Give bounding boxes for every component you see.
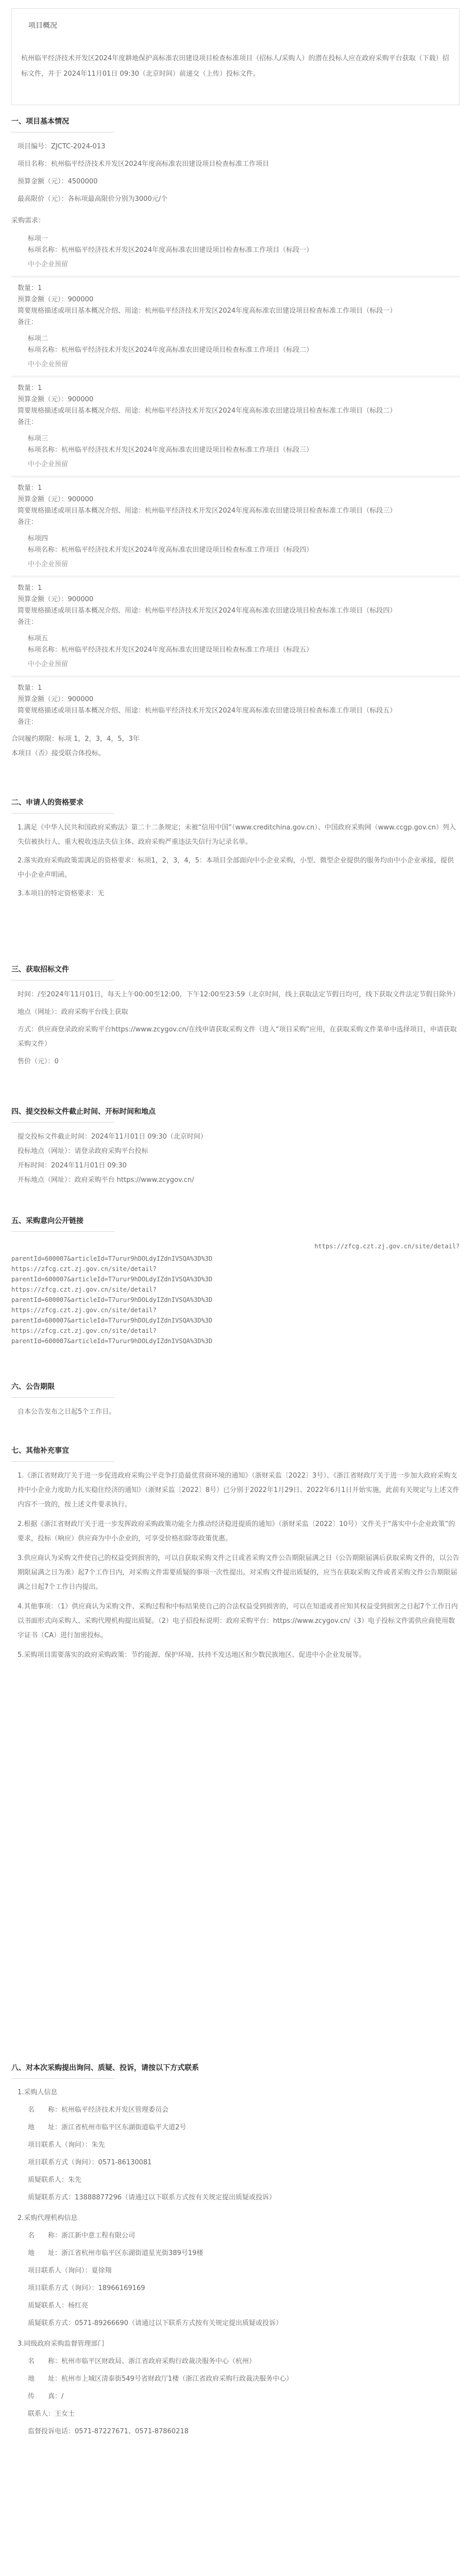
- lot-divider: [11, 476, 460, 478]
- lot-remark: 备注：: [18, 318, 38, 326]
- lot-qty: 数量：1: [18, 584, 42, 592]
- other-matter-paragraph: 2.根据《浙江省财政厅关于进一步发挥政府采购政策功能全力推动经济稳进提质的通知》（浙财采监〔2022〕10号）文件关于“落实中小企业政策”的要求，投标（响应）供应商为中小企业的，可享受价格扣除等政策优惠。: [18, 1520, 455, 1543]
- field-value: 杭州临平经济技术开发区2024年度高标准农田建设项目检查标准工作项目: [51, 160, 270, 168]
- lot-remark: 备注：: [18, 718, 38, 726]
- contact-row: 质疑联系方式：0571-89266690（请通过以下联系方式按有关规定提出质疑或投诉）: [28, 2319, 282, 2327]
- lot-title: 标项名称：杭州临平经济技术开发区2024年度高标准农田建设项目检查标准工作项目（标段一）: [28, 246, 313, 254]
- section-other-matters: [11, 1446, 460, 1663]
- basic-field: [11, 192, 460, 207]
- contact-row: 监督投诉电话：0571-87227671、0571-87860218: [28, 2428, 189, 2435]
- section-contacts: [11, 2063, 460, 2438]
- lot-sme: 中小企业预留: [28, 660, 69, 668]
- doc-time: 时间：/至2024年11月01日，每天上午00:00至12:00，下午12:00至23:59（北京时间，线上获取法定节假日均可，线下获取文件法定节假日除外）: [18, 991, 460, 998]
- section-heading: 四、提交投标文件截止时间、开标时间和地点: [11, 1108, 156, 1116]
- contact-row: 项目联系方式（询问）：18966169169: [28, 2284, 145, 2292]
- qualification-item: 2.落实政府采购政策需满足的资格要求：标项1，2，3，4，5：本项目全部面向中小企业采购，小型、微型企业提供的服务均由中小企业承接，提供中小企业声明函。: [18, 857, 454, 879]
- lot-remark: 备注：: [18, 418, 38, 426]
- field-label: 最高限价（元）：: [18, 195, 68, 203]
- lot-divider: [11, 276, 460, 278]
- contact-row: 项目联系人（询问）：夏徐翔: [28, 2267, 112, 2275]
- other-matters-list: [11, 1469, 460, 1663]
- deadline-text: 提交投标文件截止时间：2024年11月01日 09:30（北京时间）: [18, 1133, 207, 1141]
- lots-list: [11, 233, 460, 728]
- lot-name: 标项一: [28, 235, 48, 243]
- lot-remark: 备注：: [18, 518, 38, 526]
- intent-link[interactable]: https://zfcg.czt.zj.gov.cn/site/detail?: [11, 1286, 157, 1293]
- open-place: 开标地点（网址）：政府采购平台 https://www.zcygov.cn/: [18, 1176, 194, 1184]
- lot-divider: [11, 376, 460, 378]
- lot-title: 标项名称：杭州临平经济技术开发区2024年度高标准农田建设项目检查标准工作项目（标段五）: [28, 646, 313, 654]
- purchase-need-label: 采购需求：: [11, 217, 45, 225]
- lot-block: [11, 333, 460, 428]
- section-intent-links: [11, 1216, 460, 1346]
- lot-name: 标项四: [28, 535, 48, 543]
- intent-link[interactable]: https://zfcg.czt.zj.gov.cn/site/detail?: [11, 1265, 157, 1273]
- contact-row: 项目联系人（询问）：朱先: [28, 2141, 105, 2149]
- intent-link[interactable]: parentId=600007&articleId=T7urur9hDOLdyIZdnIVSQA%3D%3D: [11, 1317, 213, 1324]
- contact-row: 地 址：浙江省杭州市临平区东湖街道星光街389号19楼: [28, 2249, 204, 2257]
- heading-divider: [11, 1122, 114, 1123]
- doc-place: 地点（网址）：政府采购平台线上获取: [18, 1008, 128, 1016]
- field-label: 预算金额（元）：: [18, 178, 68, 185]
- contact-group: [11, 2212, 460, 2330]
- section-deadline: [11, 1107, 460, 1188]
- intent-link[interactable]: parentId=600007&articleId=T7urur9hDOLdyIZdnIVSQA%3D%3D: [11, 1276, 213, 1283]
- doc-price: 售价（元）：0: [18, 1058, 59, 1065]
- field-value: 4500000: [68, 178, 98, 185]
- lot-block: [11, 533, 460, 628]
- contact-group: [11, 2337, 460, 2438]
- contract-limit: 合同履约期限：标项 1，2，3，4，5，3年: [11, 735, 140, 743]
- contact-group-title: 2.采购代理机构信息: [18, 2214, 78, 2222]
- contact-row: 地 址：杭州市上城区清泰街549号省财政厅1楼（浙江省政府采购行政裁决服务中心）: [28, 2375, 293, 2383]
- submit-place: 投标地点（网址）：请登录政府采购平台投标: [18, 1147, 148, 1155]
- lot-title: 标项名称：杭州临平经济技术开发区2024年度高标准农田建设项目检查标准工作项目（标段四）: [28, 546, 313, 554]
- other-matter-paragraph: 3.供应商认为采购文件使自己的权益受到损害的，可以自获取采购文件之日或者采购文件公告期限届满之日（公告期限届满后获取采购文件的，以公告期限届满之日为准）起7个工作日内，对采购文件需要质疑的事项一次性提出。对采购文件提出质疑的，应当在获取采购文件或者采购文件公告期限届满之日起7个工作日内提出。: [18, 1554, 460, 1591]
- section-notice-period: [11, 1382, 460, 1419]
- lot-qty: 数量：1: [18, 284, 42, 292]
- contact-row: 项目联系方式（询问）：0571-86130081: [28, 2159, 152, 2166]
- lot-qty: 数量：1: [18, 484, 42, 492]
- lot-desc: 简要规格描述或项目基本概况介绍、用途：杭州临平经济技术开发区2024年度高标准农田建设项目检查标准工作项目（标段二）: [18, 407, 397, 415]
- section-qualification: [11, 798, 460, 901]
- field-value: ZJCTC-2024-013: [51, 143, 106, 150]
- other-matter-paragraph: 4.其他事项：（1）供应商认为采购文件、采购过程和中标结果使自己的合法权益受到损害的，可以在知道或者应知其权益受到损害之日起7个工作日内以书面形式向采购人、采购代理机构提出质疑。（2）电子招投标说明：政府采购平台：https://www.zcygov.cn/（3）电子投标文件需供应商使用数字证书（CA）进行加密投标。: [18, 1603, 458, 1639]
- intent-link[interactable]: parentId=600007&articleId=T7urur9hDOLdyIZdnIVSQA%3D%3D: [11, 1337, 213, 1345]
- lot-title: 标项名称：杭州临平经济技术开发区2024年度高标准农田建设项目检查标准工作项目（标段二）: [28, 346, 313, 354]
- heading-divider: [11, 1231, 114, 1232]
- lot-remark: 备注：: [18, 618, 38, 626]
- lot-budget: 预算金额（元）：900000: [18, 396, 94, 403]
- lot-name: 标项五: [28, 635, 48, 642]
- heading-divider: [11, 1397, 114, 1398]
- contact-row: 质疑联系人：朱先: [28, 2176, 82, 2184]
- contact-row: 传 真：/: [28, 2393, 64, 2400]
- lot-name: 标项三: [28, 435, 48, 443]
- section-heading: 五、采购意向公开链接: [11, 1217, 83, 1225]
- qualification-item: 3.本项目的特定资格要求：无: [18, 890, 105, 897]
- field-label: 项目编号：: [18, 143, 52, 150]
- lot-budget: 预算金额（元）：900000: [18, 496, 94, 503]
- section-heading: 二、申请人的资格要求: [11, 799, 83, 807]
- field-value: 各标项最高限价分别为3000元/个: [68, 195, 167, 203]
- lot-desc: 简要规格描述或项目基本概况介绍、用途：杭州临平经济技术开发区2024年度高标准农田建设项目检查标准工作项目（标段四）: [18, 607, 397, 615]
- basic-field: [11, 157, 460, 172]
- section-heading: 八、对本次采购提出询问、质疑、投诉，请按以下方式联系: [11, 2064, 199, 2072]
- contact-group-title: 1.采购人信息: [18, 2089, 58, 2096]
- overview-text: 杭州临平经济技术开发区2024年度耕地保护高标准农田建设项目检查标准项目（招标人/采购人）的潜在投标人应在政府采购平台获取（下载）招标文件，并于 2024年11月01日 09:30（北京时间）前递交（上传）投标文件。: [21, 55, 449, 78]
- lot-budget: 预算金额（元）：900000: [18, 296, 94, 303]
- lot-block: [11, 633, 460, 728]
- joint-bid-note: 本项目（否）接受联合体投标。: [11, 750, 106, 757]
- project-overview-box: [11, 8, 460, 105]
- contact-group-title: 3.同级政府采购监督管理部门: [18, 2340, 105, 2348]
- overview-title: 项目概况: [28, 22, 57, 30]
- other-matter-paragraph: 5.采购项目需要落实的政府采购政策：节约能源、保护环境、扶持不发达地区和少数民族地区、促进中小企业发展等。: [18, 1651, 366, 1659]
- other-matter-paragraph: 1.《浙江省财政厅关于进一步促进政府采购公平竞争打造最优营商环境的通知》（浙财采监〔2022〕3号）、《浙江省财政厅关于进一步加大政府采购支持中小企业力度助力扎实稳住经济的通知》（浙财采监〔2022〕8号）已分别于2022年1月29日、2022年6月1日开始实施，此前有关规定与上述文件内容不一致的，按上述文件要求执行。: [18, 1472, 460, 1509]
- contact-group: [11, 2086, 460, 2205]
- lot-block: [11, 433, 460, 528]
- lot-budget: 预算金额（元）：900000: [18, 596, 94, 603]
- contact-row: 名 称：杭州市临平区财政局、浙江省政府采购行政裁决服务中心（杭州）: [28, 2358, 256, 2365]
- section-heading: 七、其他补充事宜: [11, 1447, 69, 1455]
- lot-block: [11, 233, 460, 328]
- section-heading: 三、获取招标文件: [11, 965, 69, 974]
- heading-divider: [11, 1461, 114, 1462]
- lot-qty: 数量：1: [18, 684, 42, 692]
- lot-desc: 简要规格描述或项目基本概况介绍、用途：杭州临平经济技术开发区2024年度高标准农田建设项目检查标准工作项目（标段一）: [18, 307, 397, 315]
- field-label: 项目名称：: [18, 160, 52, 168]
- lot-qty: 数量：1: [18, 384, 42, 392]
- contact-groups: [11, 2086, 460, 2438]
- lot-desc: 简要规格描述或项目基本概况介绍、用途：杭州临平经济技术开发区2024年度高标准农田建设项目检查标准工作项目（标段三）: [18, 507, 397, 515]
- section-heading: 六、公告期限: [11, 1383, 55, 1391]
- contact-row: 质疑联系人：杨红亮: [28, 2302, 89, 2310]
- lot-sme: 中小企业预留: [28, 461, 69, 468]
- lot-divider: [11, 575, 460, 578]
- contact-row: 联系人：王女士: [28, 2410, 75, 2418]
- lot-divider: [11, 675, 460, 677]
- intent-link-list: [11, 1253, 460, 1346]
- lot-sme: 中小企业预留: [28, 561, 69, 568]
- basic-fields: [11, 140, 460, 207]
- lot-title: 标项名称：杭州临平经济技术开发区2024年度高标准农田建设项目检查标准工作项目（标段三）: [28, 446, 313, 454]
- section-get-documents: [11, 964, 460, 1069]
- contact-row: 地 址：浙江省杭州市临平区东湖街道临平大道2号: [28, 2124, 187, 2131]
- lot-name: 标项二: [28, 335, 48, 343]
- contact-row: 质疑联系方式：13888877296（请通过以下联系方式按有关规定提出质疑或投诉）: [28, 2194, 276, 2201]
- open-time: 开标时间：2024年11月01日 09:30: [18, 1162, 127, 1170]
- qualification-item: 1.满足《中华人民共和国政府采购法》第二十二条规定；未被“信用中国”（www.creditchina.gov.cn）、中国政府采购网（www.ccgp.gov.cn）列入失信被执行人、重大税收违法失信主体、政府采购严重违法失信行为记录名单。: [18, 824, 456, 846]
- contact-row: 名 称：杭州临平经济技术开发区管理委员会: [28, 2106, 169, 2114]
- heading-divider: [11, 2078, 114, 2079]
- basic-field: [11, 140, 460, 154]
- lot-sme: 中小企业预留: [28, 361, 69, 368]
- section-basic-info: [11, 116, 460, 761]
- heading-divider: [11, 813, 114, 814]
- lot-desc: 简要规格描述或项目基本概况介绍、用途：杭州临平经济技术开发区2024年度高标准农田建设项目检查标准工作项目（标段五）: [18, 707, 397, 715]
- basic-field: [11, 175, 460, 189]
- intent-link[interactable]: https://zfcg.czt.zj.gov.cn/site/detail?: [314, 1243, 460, 1250]
- intent-link[interactable]: https://zfcg.czt.zj.gov.cn/site/detail?: [11, 1307, 157, 1314]
- doc-method: 方式：供应商登录政府采购平台https://www.zcygov.cn/在线申请获取采购文件（进入“项目采购”应用，在获取采购文件菜单中选择项目，申请获取采购文件）: [18, 1026, 457, 1048]
- contact-row: 名 称：浙江新中意工程有限公司: [28, 2232, 136, 2240]
- intent-link[interactable]: https://zfcg.czt.zj.gov.cn/site/detail?: [11, 1327, 157, 1334]
- lot-budget: 预算金额（元）：900000: [18, 696, 94, 703]
- section-heading: 一、项目基本情况: [11, 117, 69, 126]
- notice-period-text: 自本公告发布之日起5个工作日。: [18, 1408, 116, 1416]
- intent-link[interactable]: parentId=600007&articleId=T7urur9hDOLdyIZdnIVSQA%3D%3D: [11, 1255, 213, 1262]
- lot-sme: 中小企业预留: [28, 261, 69, 268]
- intent-link[interactable]: parentId=600007&articleId=T7urur9hDOLdyIZdnIVSQA%3D%3D: [11, 1296, 213, 1303]
